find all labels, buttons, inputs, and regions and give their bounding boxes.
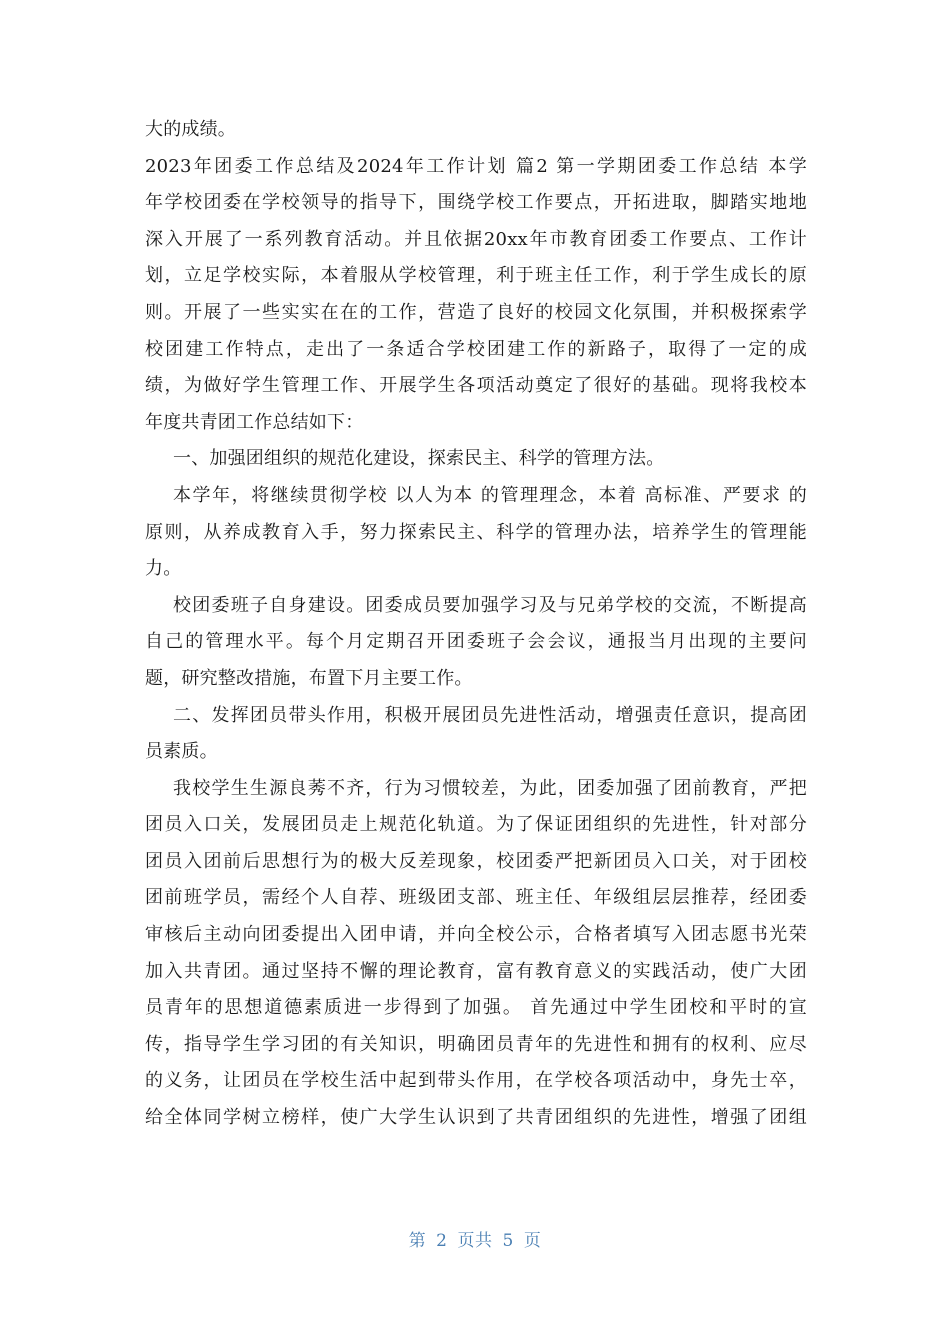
text-line: 加入共青团。通过坚持不懈的理论教育，富有教育意义的实践活动，使广大团 <box>145 960 807 982</box>
text-line: 传，指导学生学习团的有关知识，明确团员青年的先进性和拥有的权利、应尽 <box>145 1033 807 1055</box>
footer-label-end: 页 <box>523 1231 542 1251</box>
text-line: 审核后主动向团委提出入团申请，并向全校公示，合格者填写入团志愿书光荣 <box>145 924 807 946</box>
text-line: 则。开展了一些实实在在的工作，营造了良好的校园文化氛围，并积极探索学 <box>145 301 807 323</box>
section-heading: 二、发挥团员带头作用，积极开展团员先进性活动，增强责任意识，提高团 <box>173 704 807 726</box>
text-line: 校团委班子自身建设。团委成员要加强学习及与兄弟学校的交流，不断提高 <box>173 594 807 616</box>
text-line: 的义务，让团员在学校生活中起到带头作用，在学校各项活动中，身先士卒， <box>145 1070 807 1092</box>
text-line: 深入开展了一系列教育活动。并且依据20xx年市教育团委工作要点、工作计 <box>145 228 807 250</box>
text-line: 校团建工作特点，走出了一条适合学校团建工作的新路子，取得了一定的成 <box>145 338 807 360</box>
footer-total-pages: 5 <box>502 1231 514 1251</box>
document-body <box>145 112 807 1137</box>
footer-current-page: 2 <box>436 1231 448 1251</box>
text-line: 2023年团委工作总结及2024年工作计划 篇2 第一学期团委工作总结 本学 <box>145 155 807 177</box>
text-line: 划，立足学校实际，本着服从学校管理，利于班主任工作，利于学生成长的原 <box>145 265 807 287</box>
page-footer <box>0 1226 950 1251</box>
text-line: 团员入口关，发展团员走上规范化轨道。为了保证团组织的先进性，针对部分 <box>145 814 807 836</box>
text-line: 大的成绩。 <box>145 119 236 140</box>
text-line: 团员入团前后思想行为的极大反差现象，校团委严把新团员入口关，对于团校 <box>145 850 807 872</box>
footer-label-page: 第 <box>408 1231 427 1251</box>
section-heading: 一、加强团组织的规范化建设，探索民主、科学的管理方法。 <box>173 448 665 470</box>
text-line: 力。 <box>145 558 182 580</box>
text-line: 员青年的思想道德素质进一步得到了加强。 首先通过中学生团校和平时的宣 <box>145 997 807 1019</box>
text-line: 绩，为做好学生管理工作、开展学生各项活动奠定了很好的基础。现将我校本 <box>145 375 807 397</box>
text-line: 自己的管理水平。每个月定期召开团委班子会会议，通报当月出现的主要问 <box>145 631 807 653</box>
text-line: 我校学生生源良莠不齐，行为习惯较差，为此，团委加强了团前教育，严把 <box>173 777 807 799</box>
text-line: 年度共青团工作总结如下： <box>145 411 364 433</box>
text-line: 题，研究整改措施，布置下月主要工作。 <box>145 667 473 689</box>
text-line: 本学年，将继续贯彻学校 以人为本 的管理理念，本着 高标准、严要求 的 <box>173 484 807 506</box>
text-line: 原则，从养成教育入手，努力探索民主、科学的管理办法，培养学生的管理能 <box>145 521 807 543</box>
footer-label-mid: 页共 <box>457 1231 493 1251</box>
text-line: 团前班学员，需经个人自荐、班级团支部、班主任、年级组层层推荐，经团委 <box>145 887 807 909</box>
text-line: 员素质。 <box>145 741 218 763</box>
text-line: 年学校团委在学校领导的指导下，围绕学校工作要点，开拓进取，脚踏实地地 <box>145 192 807 214</box>
text-line: 给全体同学树立榜样，使广大学生认识到了共青团组织的先进性，增强了团组 <box>145 1107 807 1129</box>
